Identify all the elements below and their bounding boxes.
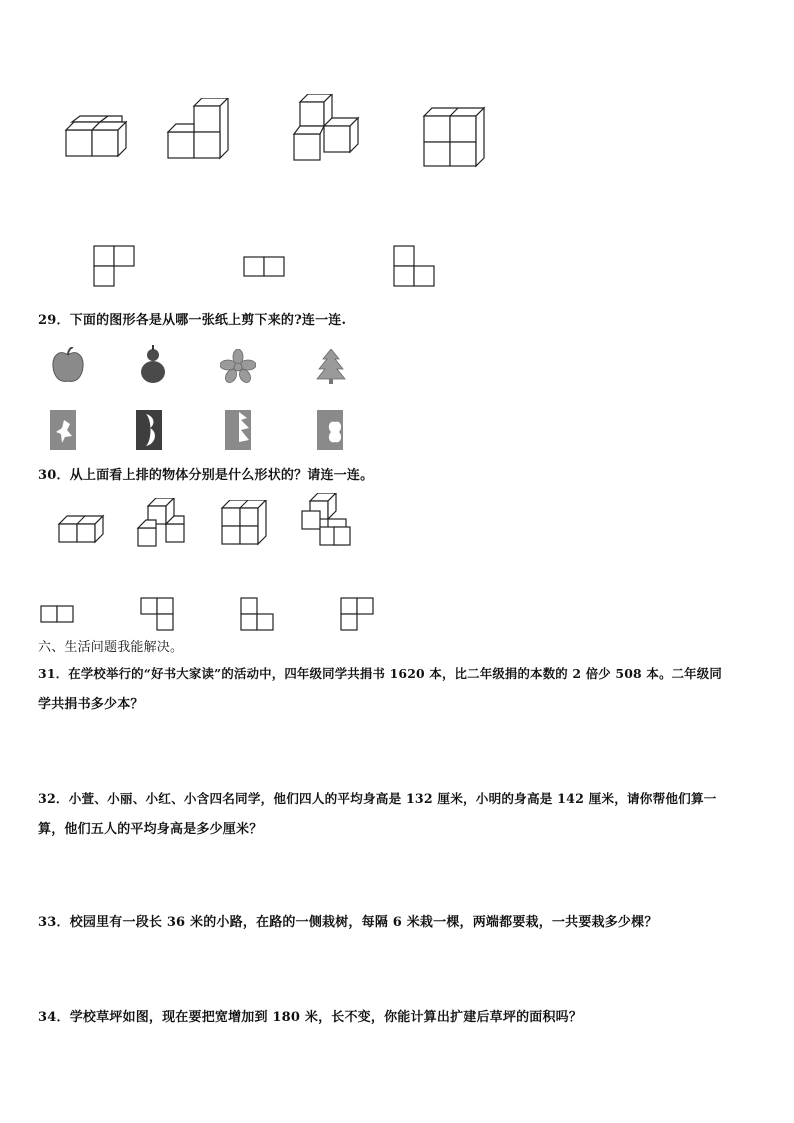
- cube-figure-1: [62, 110, 128, 160]
- question-29: 29．下面的图形各是从哪一张纸上剪下来的?连一连.: [38, 313, 347, 328]
- paper-sheet-2-icon[interactable]: [136, 410, 164, 456]
- top-view-option-2[interactable]: [140, 597, 176, 633]
- question-33: 33．校园里有一段长 36 米的小路，在路的一侧栽树，每隔 6 米栽一棵，两端都要栽，一共要栽多少棵？: [38, 915, 658, 930]
- cube-object-2: [136, 498, 186, 550]
- gourd-cutout-icon[interactable]: [138, 345, 168, 389]
- cube-figure-4: [420, 104, 486, 170]
- top-view-option-3[interactable]: [240, 597, 276, 633]
- top-view-option-1[interactable]: [40, 605, 76, 625]
- cube-figure-2: [164, 98, 230, 162]
- question-34: 34．学校草坪如图，现在要把宽增加到 180 米，长不变，你能计算出扩建后草坪的面积吗？: [38, 1010, 583, 1025]
- top-view-shape-3[interactable]: [393, 245, 437, 289]
- question-31-line-2: 学共捐书多少本？: [38, 697, 144, 712]
- cube-figure-3: [290, 94, 362, 164]
- cube-object-1: [55, 508, 105, 548]
- top-view-shape-2[interactable]: [243, 256, 287, 278]
- top-view-shape-1[interactable]: [93, 245, 137, 289]
- apple-cutout-icon[interactable]: [50, 347, 86, 389]
- flower-cutout-icon[interactable]: [220, 349, 256, 387]
- question-32-line-2: 算，他们五人的平均身高是多少厘米？: [38, 822, 263, 837]
- paper-sheet-1-icon[interactable]: [50, 410, 78, 456]
- paper-sheet-3-icon[interactable]: [225, 410, 253, 456]
- question-32-line-1: 32．小萱、小丽、小红、小含四名同学，他们四人的平均身高是 132 厘米，小明的身高是 142 厘米，请你帮他们算一: [38, 791, 717, 806]
- cube-object-3: [220, 500, 270, 548]
- tree-cutout-icon[interactable]: [315, 349, 347, 389]
- question-31-line-1: 31．在学校举行的“好书大家读”的活动中，四年级同学共捐书 1620 本，比二年级捐的本数的 2 倍少 508 本。二年级同: [38, 666, 722, 681]
- paper-sheet-4-icon[interactable]: [317, 410, 345, 456]
- question-30: 30．从上面看上排的物体分别是什么形状的？请连一连。: [38, 468, 374, 483]
- cube-object-4: [300, 493, 354, 549]
- section-6-title: 六、生活问题我能解决。: [38, 640, 184, 655]
- top-view-option-4[interactable]: [340, 597, 376, 633]
